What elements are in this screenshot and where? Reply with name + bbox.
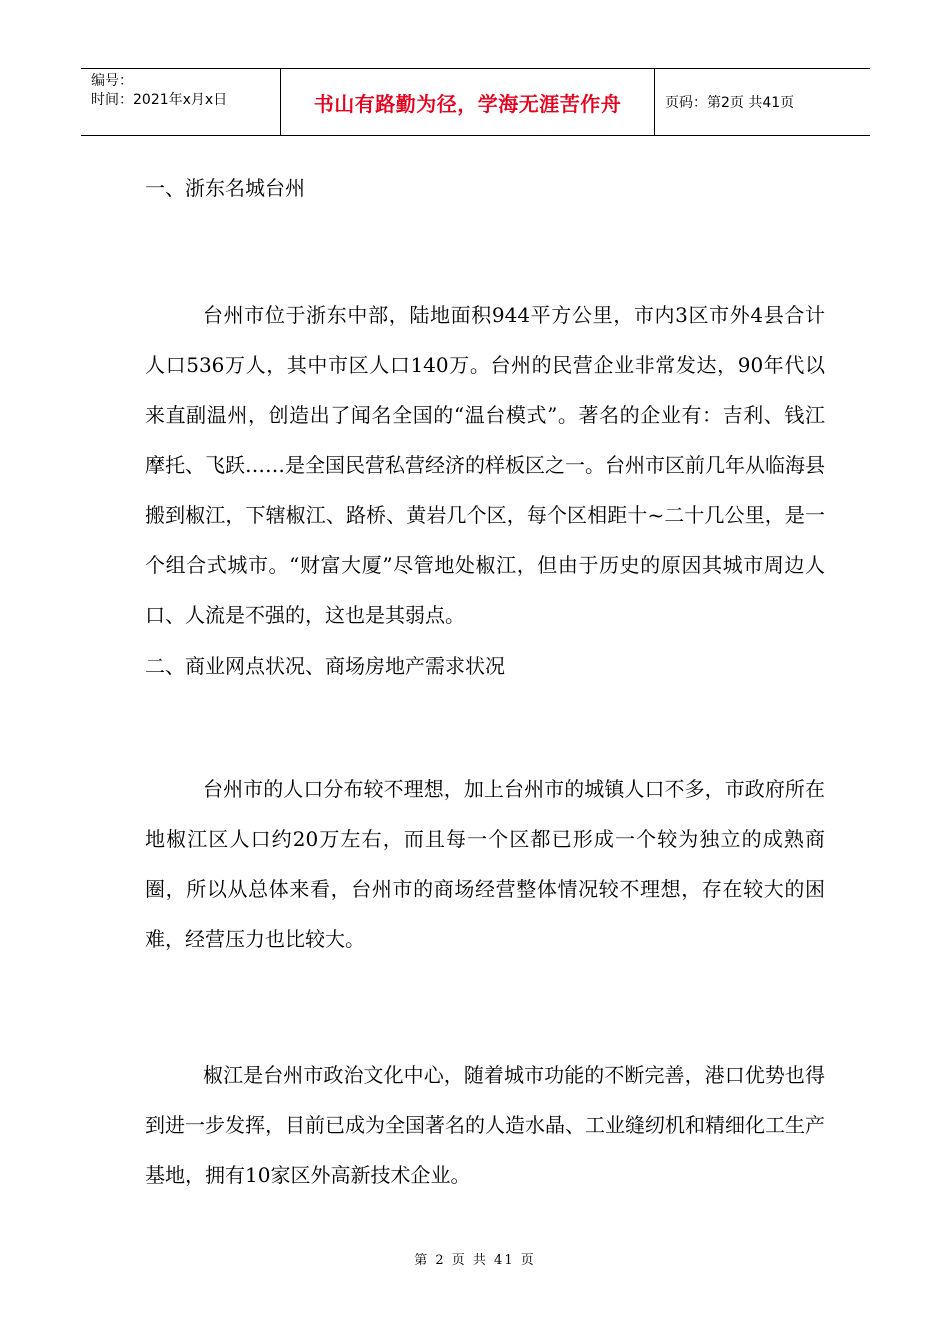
date-line: 时间：2021年x月x日 <box>91 92 228 108</box>
section-heading-2: 二、商业网点状况、商场房地产需求状况 <box>145 654 505 678</box>
section-heading-1: 一、浙东名城台州 <box>145 176 305 200</box>
section-2-paragraph-2: 椒江是台州市政治文化中心，随着城市功能的不断完善，港口优势也得到进一步发挥，目前已成为全国著名的人造水晶、工业缝纫机和精细化工生产基地，拥有10家区外高新技术企业。 <box>145 1063 825 1187</box>
page-header <box>81 68 870 136</box>
header-motto-cell <box>281 69 655 135</box>
header-page-info-cell <box>655 69 870 135</box>
page-footer: 第 2 页 共 41 页 <box>414 1253 536 1268</box>
section-2-paragraph-1: 台州市的人口分布较不理想，加上台州市的城镇人口不多，市政府所在地椒江区人口约20万左右，而且每一个区都已形成一个较为独立的成熟商圈，所以从总体来看，台州市的商场经营整体情况较不理想，存在较大的困难，经营压力也比较大。 <box>145 777 825 951</box>
header-page-info: 页码：第2页 共41页 <box>665 95 795 111</box>
serial-number-label: 编号： <box>91 73 133 89</box>
document-body <box>145 168 825 1200</box>
section-1-paragraph: 台州市位于浙东中部，陆地面积944平方公里，市内3区市外4县合计人口536万人，其中市区人口140万。台州的民营企业非常发达，90年代以来直副温州，创造出了闻名全国的“温台模式”。著名的企业有：吉利、钱江摩托、飞跃……是全国民营私营经济的样板区之一。台州市区前几年从临海县搬到椒江，下辖椒江、路桥、黄岩几个区，每个区相距十~二十几公里，是一个组合式城市。“财富大厦”尽管地处椒江，但由于历史的原因其城市周边人口、人流是不强的，这也是其弱点。 <box>145 303 825 627</box>
header-motto: 书山有路勤为径，学海无涯苦作舟 <box>313 91 622 116</box>
header-meta <box>81 69 281 135</box>
